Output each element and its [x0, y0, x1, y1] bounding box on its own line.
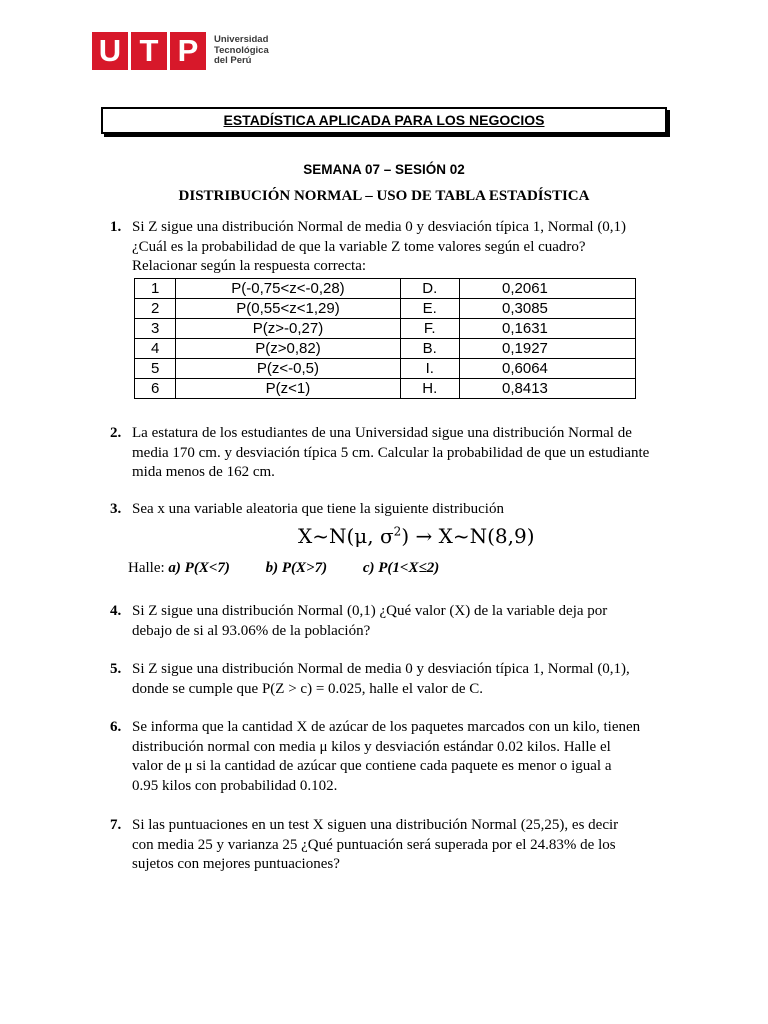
table-cell: E. [400, 299, 459, 319]
question-5 [110, 660, 670, 699]
topic-title: DISTRIBUCIÓN NORMAL – USO DE TABLA ESTADÍSTICA [178, 188, 590, 204]
logo-line-2: Tecnológica [214, 44, 269, 56]
table-cell: H. [400, 379, 459, 399]
table-row [135, 279, 636, 299]
table-cell: 3 [135, 319, 176, 339]
question-number: 1. [110, 219, 122, 235]
question-text-line: sujetos con mejores puntuaciones? [132, 856, 340, 873]
question-number: 3. [110, 501, 122, 517]
table-cell: 5 [135, 359, 176, 379]
part-c-expression: P(1<X≤2) [378, 560, 440, 576]
course-title: ESTADÍSTICA APLICADA PARA LOS NEGOCIOS [101, 107, 667, 134]
question-4 [110, 602, 670, 641]
question-6 [110, 718, 670, 796]
question-text-line: Se informa que la cantidad X de azúcar de los paquetes marcados con un kilo, tienen [132, 719, 641, 735]
halle-parts [128, 560, 439, 577]
question-text-line: distribución normal con media μ kilos y desviación estándar 0.02 kilos. Halle el [132, 738, 611, 755]
question-text-line: Si Z sigue una distribución Normal de media 0 y desviación típica 1, Normal (0,1), [132, 661, 630, 677]
question-number: 7. [110, 817, 122, 833]
matching-table [134, 278, 636, 399]
table-cell: 6 [135, 379, 176, 399]
formula-right: ) → X~N(8,9) [401, 524, 535, 548]
table-cell: 4 [135, 339, 176, 359]
logo-line-1: Universidad [214, 34, 269, 46]
part-c-label: c) [362, 560, 375, 576]
question-number: 6. [110, 719, 122, 735]
question-text-line: debajo de si al 93.06% de la población? [132, 622, 371, 639]
table-cell: 1 [135, 279, 176, 299]
table-cell: 0,6064 [460, 359, 636, 379]
table-cell: B. [400, 339, 459, 359]
question-text-line: La estatura de los estudiantes de una Universidad sigue una distribución Normal de [132, 425, 632, 441]
formula-exponent: 2 [393, 524, 402, 539]
part-b-label: b) [265, 560, 279, 576]
logo-line-3: del Perú [214, 55, 252, 67]
question-text-line: Relacionar según la respuesta correcta: [132, 258, 367, 275]
halle-label: Halle: [128, 560, 165, 576]
session-label: SEMANA 07 – SESIÓN 02 [303, 162, 465, 177]
table-cell: P(z<1) [176, 379, 400, 399]
question-text-line: ¿Cuál es la probabilidad de que la variable Z tome valores según el cuadro? [132, 238, 586, 255]
question-text-line: Si Z sigue una distribución Normal de media 0 y desviación típica 1, Normal (0,1) [132, 219, 627, 235]
logo-letter-t: T [131, 32, 167, 70]
table-cell: 0,2061 [460, 279, 636, 299]
question-text-line: mida menos de 162 cm. [132, 464, 275, 481]
question-1 [110, 218, 670, 277]
part-a-expression: P(X<7) [184, 560, 230, 576]
question-text-line: Sea x una variable aleatoria que tiene la siguiente distribución [132, 501, 504, 517]
part-a-label: a) [168, 560, 181, 576]
part-b-expression: P(X>7) [281, 560, 328, 576]
table-cell: P(z>0,82) [176, 339, 400, 359]
question-text-line: media 170 cm. y desviación típica 5 cm. Calcular la probabilidad de que un estudiante [132, 444, 650, 461]
table-row [135, 359, 636, 379]
formula-left: X~N(μ, σ [298, 524, 394, 548]
table-cell: F. [400, 319, 459, 339]
table-cell: 0,1927 [460, 339, 636, 359]
table-row [135, 379, 636, 399]
table-cell: P(z>-0,27) [176, 319, 400, 339]
table-cell: P(-0,75<z<-0,28) [176, 279, 400, 299]
table-cell: 0,3085 [460, 299, 636, 319]
question-text-line: donde se cumple que P(Z > c) = 0.025, halle el valor de C. [132, 680, 483, 697]
logo-letter-u: U [92, 32, 128, 70]
question-3 [110, 500, 670, 520]
question-text-line: valor de μ si la cantidad de azúcar que contiene cada paquete es menor o igual a [132, 758, 612, 775]
question-text-line: 0.95 kilos con probabilidad 0.102. [132, 777, 338, 794]
table-row [135, 299, 636, 319]
question-text-line: Si Z sigue una distribución Normal (0,1) ¿Qué valor (X) de la variable deja por [132, 603, 608, 619]
table-cell: 2 [135, 299, 176, 319]
table-cell: P(0,55<z<1,29) [176, 299, 400, 319]
table-row [135, 319, 636, 339]
question-2 [110, 424, 670, 483]
table-cell: 0,1631 [460, 319, 636, 339]
table-cell: D. [400, 279, 459, 299]
table-cell: P(z<-0,5) [176, 359, 400, 379]
question-7 [110, 816, 670, 875]
question-text-line: Si las puntuaciones en un test X siguen una distribución Normal (25,25), es decir [132, 817, 619, 833]
logo-letter-p: P [170, 32, 206, 70]
table-row [135, 339, 636, 359]
question-number: 4. [110, 603, 122, 619]
question-text-line: con media 25 y varianza 25 ¿Qué puntuación será superada por el 24.83% de los [132, 836, 616, 853]
table-cell: 0,8413 [460, 379, 636, 399]
table-cell: I. [400, 359, 459, 379]
distribution-formula [298, 524, 535, 548]
utp-logo [92, 32, 269, 70]
question-number: 5. [110, 661, 122, 677]
logo-university-name [214, 35, 269, 67]
question-number: 2. [110, 425, 122, 441]
